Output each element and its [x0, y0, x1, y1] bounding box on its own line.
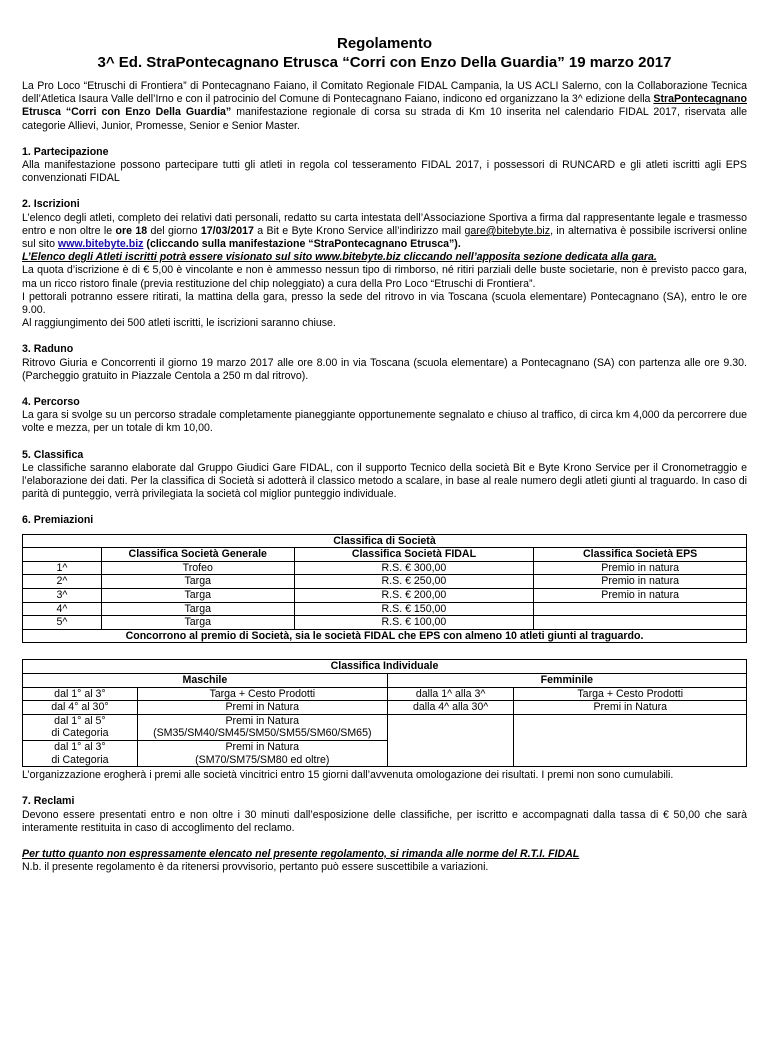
iscrizioni-paragraph-4: I pettorali potranno essere ritirati, la mattina della gara, presso la sede del ritrovo in via Toscana (scuola elementare) Pontecagnano (SA), entro le ore 9.00.: [22, 290, 747, 317]
table-cell: dal 1° al 5° di Categoria: [23, 714, 138, 740]
header-cell: [23, 548, 102, 562]
table-cell: dal 1° al 3°: [23, 687, 138, 701]
table-cell-empty: [387, 714, 514, 766]
table-cell: [534, 602, 747, 616]
table-cell: R.S. € 100,00: [294, 616, 534, 630]
section-reclami: [22, 795, 747, 835]
society-table-title: Classifica di Società: [23, 534, 747, 548]
closing-notes: [22, 848, 747, 874]
section-heading: 1. Partecipazione: [22, 145, 109, 158]
table-cell: R.S. € 300,00: [294, 561, 534, 575]
society-table: [22, 534, 747, 644]
table-cell: Premio in natura: [534, 561, 747, 575]
table-cell: Targa + Cesto Prodotti: [514, 687, 747, 701]
table-cell: dalla 1^ alla 3^: [387, 687, 514, 701]
table-cell: 1^: [23, 561, 102, 575]
iscrizioni-paragraph-5: Al raggiungimento dei 500 atleti iscritti, le iscrizioni saranno chiuse.: [22, 317, 336, 330]
table-cell: Trofeo: [101, 561, 294, 575]
section-heading: 7. Reclami: [22, 795, 75, 808]
section-partecipazione: [22, 146, 747, 186]
table-cell: dal 4° al 30°: [23, 701, 138, 715]
table-cell: Targa: [101, 589, 294, 603]
table-cell: Targa: [101, 602, 294, 616]
table-cell: Premi in Natura (SM35/SM40/SM45/SM50/SM55/SM60/SM65): [137, 714, 387, 740]
table-row: [23, 575, 747, 589]
table-row: [23, 687, 747, 701]
section-heading: 5. Classifica: [22, 448, 84, 461]
section-text: La gara si svolge su un percorso stradale completamente pianeggiante opportunemente segnalato e chiuso al traffico, di circa km 4,000 da percorrere due volte e mezza, per un totale di km 10,00.: [22, 409, 747, 435]
table-cell: [534, 616, 747, 630]
intro-paragraph: La Pro Loco “Etruschi di Frontiera” di Pontecagnano Faiano, il Comitato Regionale FIDAL Campania, la US ACLI Salerno, con la Collaborazione Tecnica dell’Atletica Isaura Valle dell’Irno e con il patrocinio del Comune di Pontecagnano Faiano, indicono ed organizzano la 3^ edizione della StraPontecagnano Etrusca “Corri con Enzo Della Guardia” manifestazione regionale di corsa su strada di Km 10 inserita nel calendario FIDAL 2017, riservata alle categorie Allievi, Junior, Promesse, Senior e Senior Master.: [22, 80, 747, 132]
iscrizioni-paragraph-3: La quota d’iscrizione è di € 5,00 è vincolante e non è ammesso nessun tipo di rimborso, né ritiri parziali delle buste societarie, non è previsto pacco gara, ma un ricco ristoro finale (previa restituzione del chip noleggiato) a cura della Pro Loco “Etruschi di Frontiera”.: [22, 264, 747, 290]
section-heading: 6. Premiazioni: [22, 514, 94, 527]
table-cell: dalla 4^ alla 30^: [387, 701, 514, 715]
table-row: [23, 589, 747, 603]
section-percorso: [22, 396, 747, 436]
section-text: Alla manifestazione possono partecipare tutti gli atleti in regola col tesseramento FIDAL 2017, i possessori di RUNCARD e gli atleti iscritti agli EPS convenzionati FIDAL: [22, 159, 747, 185]
deadline-hour: ore 18: [115, 224, 148, 237]
table-row: [23, 602, 747, 616]
section-iscrizioni: [22, 198, 747, 330]
section-text: Ritrovo Giuria e Concorrenti il giorno 19 marzo 2017 alle ore 8.00 in via Toscana (scuola elementare) a Pontecagnano (SA) con partenza alle ore 9.30. (Parcheggio gratuito in Piazzale Centola a 250 m dal ritrovo).: [22, 356, 747, 382]
closing-provisional-note: N.b. il presente regolamento è da ritenersi provvisorio, pertanto può essere suscettibile a variazioni.: [22, 861, 489, 874]
section-classifica: [22, 449, 747, 502]
society-table-footer: Concorrono al premio di Società, sia le società FIDAL che EPS con almeno 10 atleti giunti al traguardo.: [23, 629, 747, 643]
table-cell: dal 1° al 3° di Categoria: [23, 741, 138, 767]
section-raduno: [22, 343, 747, 383]
website-link[interactable]: www.bitebyte.biz: [57, 238, 144, 251]
deadline-date: 17/03/2017: [200, 224, 254, 237]
table-row: [23, 701, 747, 715]
table-cell: 4^: [23, 602, 102, 616]
table-cell: Targa: [101, 575, 294, 589]
doc-subtitle: 3^ Ed. StraPontecagnano Etrusca “Corri con Enzo Della Guardia” 19 marzo 2017: [97, 54, 672, 71]
iscrizioni-paragraph-1: L’elenco degli atleti, completo dei relativi dati personali, redatto su carta intestata dell’Associazione Sportiva a firma dal rappresentante legale e trasmesso entro e non oltre le ore 18 del giorno 17/03/2017 a Bit e Byte Krono Service all’indirizzo mail gare@bitebyte.biz, in alternativa è possibile iscriversi online sul sito www.bitebyte.biz (cliccando sulla manifestazione “StraPontecagnano Etrusca”).: [22, 211, 747, 251]
table-row: [23, 714, 747, 740]
table-cell: R.S. € 250,00: [294, 575, 534, 589]
table-cell: Targa: [101, 616, 294, 630]
event-name-rest: Etrusca “Corri con Enzo Della Guardia”: [22, 106, 232, 119]
female-header: Femminile: [387, 674, 746, 688]
prizes-note: L’organizzazione erogherà i premi alle società vincitrici entro 15 giorni dall’avvenuta omologazione dei risultati. I premi non sono cumulabili.: [22, 769, 674, 782]
table-cell: 2^: [23, 575, 102, 589]
society-table-wrapper: [22, 534, 747, 644]
section-text: Devono essere presentati entro e non oltre i 30 minuti dall’esposizione delle classifiche, per iscritto e accompagnati dalla tassa di € 50,00 che sarà interamente restituita in caso di accoglimento del reclamo.: [22, 808, 747, 834]
table-cell-empty: [514, 714, 747, 766]
section-text: Le classifiche saranno elaborate dal Gruppo Giudici Gare FIDAL, con il supporto Tecnico della società Bit e Byte Krono Service per il Cronometraggio e l’elaborazione dei dati. Per la classifica di Società si adotterà il classico metodo a scalare, in base al reale numero degli atleti giunti al traguardo. In caso di parità di punteggio, verrà privilegiata la società col miglior punteggio individuale.: [22, 461, 747, 501]
table-cell: R.S. € 200,00: [294, 589, 534, 603]
table-cell: Premio in natura: [534, 589, 747, 603]
table-cell: Premio in natura: [534, 575, 747, 589]
society-table-header: [23, 548, 747, 562]
header-cell: Classifica Società FIDAL: [294, 548, 534, 562]
closing-rti-note: Per tutto quanto non espressamente elencato nel presente regolamento, si rimanda alle norme del R.T.I. FIDAL: [22, 848, 580, 860]
iscrizioni-notice: L’Elenco degli Atleti iscritti potrà essere visionato sul sito www.bitebyte.biz cliccando nell’apposita sezione dedicata alla gara.: [22, 251, 657, 264]
individual-table-title: Classifica Individuale: [23, 660, 747, 674]
section-heading: 2. Iscrizioni: [22, 198, 80, 211]
table-row: [23, 561, 747, 575]
section-heading: 4. Percorso: [22, 396, 80, 409]
individual-table-wrapper: [22, 659, 747, 767]
header-cell: Classifica Società EPS: [534, 548, 747, 562]
individual-table: [22, 659, 747, 767]
section-heading: 3. Raduno: [22, 343, 74, 356]
table-cell: Targa + Cesto Prodotti: [137, 687, 387, 701]
email-link[interactable]: gare@bitebyte.biz: [464, 224, 551, 237]
doc-title: Regolamento: [336, 35, 432, 52]
male-header: Maschile: [23, 674, 388, 688]
header-cell: Classifica Società Generale: [101, 548, 294, 562]
table-cell: 3^: [23, 589, 102, 603]
table-row: [23, 616, 747, 630]
table-cell: R.S. € 150,00: [294, 602, 534, 616]
table-cell: Premi in Natura: [514, 701, 747, 715]
table-cell: 5^: [23, 616, 102, 630]
event-name-underlined: StraPontecagnano: [653, 93, 747, 106]
table-cell: Premi in Natura (SM70/SM75/SM80 ed oltre): [137, 741, 387, 767]
section-premiazioni: [22, 514, 747, 782]
table-cell: Premi in Natura: [137, 701, 387, 715]
